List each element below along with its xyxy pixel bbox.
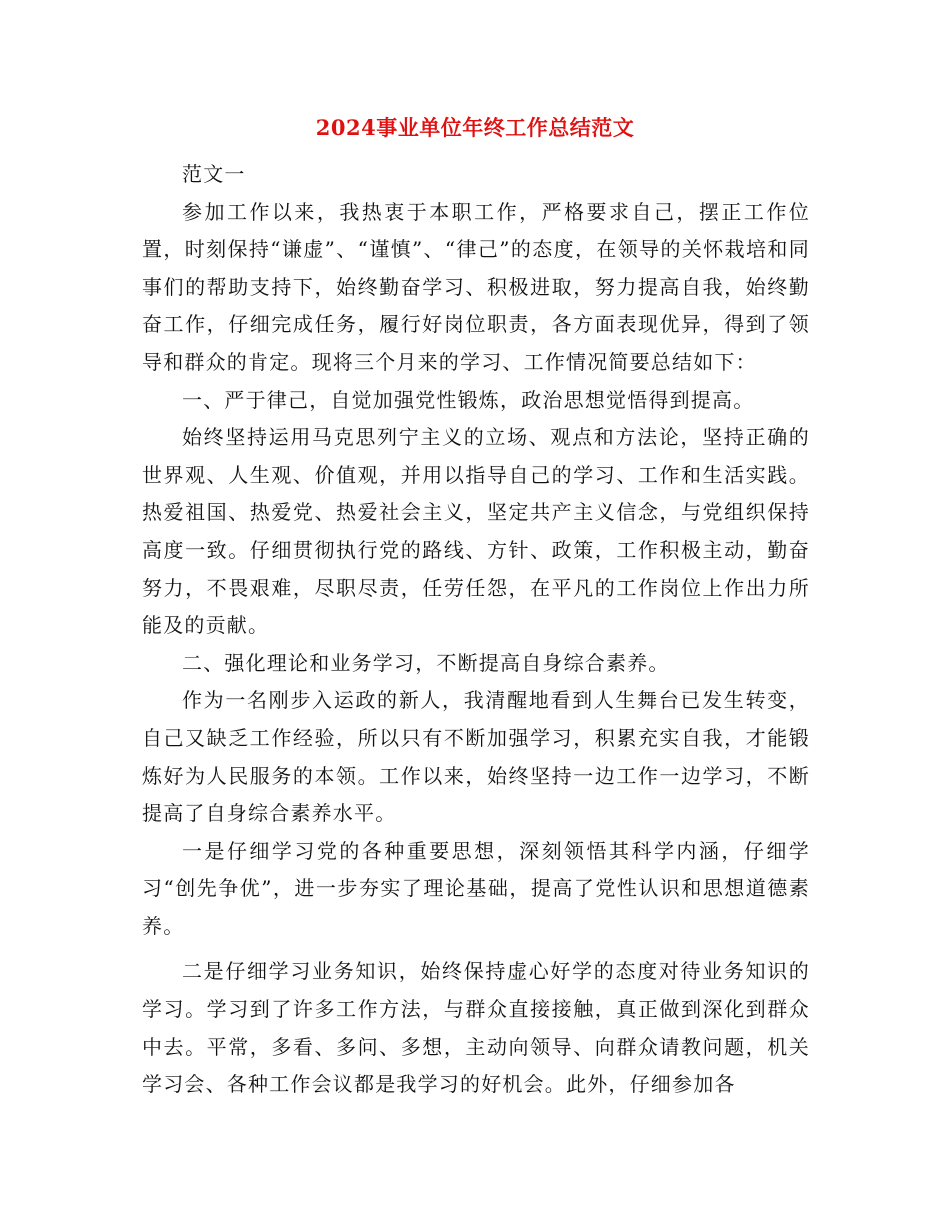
paragraph-point-two: 作为一名刚步入运政的新人，我清醒地看到人生舞台已发生转变，自己又缺乏工作经验，所以只有不断加强学习，积累充实自我，才能锻炼好为人民服务的本领。工作以来，始终坚持一边工作一边学习，不断提高了自身综合素养水平。 — [142, 688, 810, 826]
heading-point-one: 一、严于律己，自觉加强党性锻炼，政治思想觉悟得到提高。 — [182, 387, 755, 412]
section-label: 范文一 — [182, 162, 246, 186]
paragraph-item-one: 一是仔细学习党的各种重要思想，深刻领悟其科学内涵，仔细学习“创先争优”，进一步夯实了理论基础，提高了党性认识和思想道德素养。 — [142, 838, 810, 938]
paragraph-intro: 参加工作以来，我热衷于本职工作，严格要求自己，摆正工作位置，时刻保持“谦虚”、“谨慎”、“律己”的态度，在领导的关怀栽培和同事们的帮助支持下，始终勤奋学习、积极进取，努力提高自我，始终勤奋工作，仔细完成任务，履行好岗位职责，各方面表现优异，得到了领导和群众的肯定。现将三个月来的学习、工作情况简要总结如下： — [142, 199, 810, 374]
paragraph-item-two: 二是仔细学习业务知识，始终保持虚心好学的态度对待业务知识的学习。学习到了许多工作方法，与群众直接接触，真正做到深化到群众中去。平常，多看、多问、多想，主动向领导、向群众请教问题，机关学习会、各种工作会议都是我学习的好机会。此外，仔细参加各 — [142, 959, 810, 1097]
document-title: 2024事业单位年终工作总结范文 — [315, 115, 635, 140]
paragraph-point-one: 始终坚持运用马克思列宁主义的立场、观点和方法论，坚持正确的世界观、人生观、价值观，并用以指导自己的学习、工作和生活实践。热爱祖国、热爱党、热爱社会主义，坚定共产主义信念，与党组织保持高度一致。仔细贯彻执行党的路线、方针、政策，工作积极主动，勤奋努力，不畏艰难，尽职尽责，任劳任怨，在平凡的工作岗位上作出力所能及的贡献。 — [142, 425, 810, 638]
document-body — [142, 156, 810, 1104]
heading-point-two: 二、强化理论和业务学习，不断提高自身综合素养。 — [182, 650, 670, 675]
